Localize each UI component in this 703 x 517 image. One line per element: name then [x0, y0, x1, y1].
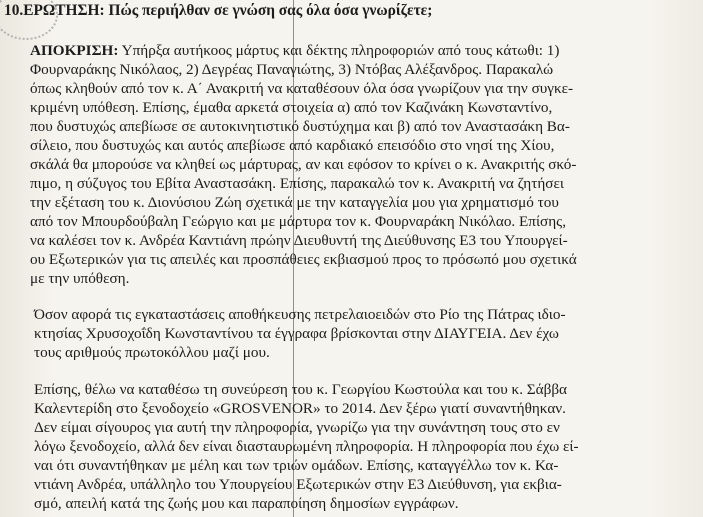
- answer-label: ΑΠΟΚΡΙΣΗ:: [30, 42, 119, 59]
- paragraph2-line: Όσον αφορά τις εγκαταστάσεις αποθήκευσης πετρελαιοειδών στο Ρίο της Πάτρας ιδιο-: [34, 306, 566, 323]
- answer-line: να καλέσει τον κ. Ανδρέα Καντιάνη πρώην Διευθυντή της Διεύθυνσης Ε3 του Υπουργεί-: [30, 232, 568, 249]
- answer-line: κριμένη υπόθεση. Επίσης, έμαθα αρκετά στοιχεία α) από τον Καζινάκη Κωνσταντίνο,: [30, 99, 553, 116]
- answer-line: όπως κληθούν από τον κ. Α΄ Ανακριτή να καταθέσουν όλα όσα γνωρίζουν για την συγκε-: [30, 80, 574, 97]
- question-label: 10.ΕΡΩΤΗΣΗ:: [4, 2, 105, 19]
- paragraph2-line: κτησίας Χρυσοχοΐδη Κωνσταντίνου τα έγγραφα βρίσκονται στην ΔΙΑΥΓΕΙΑ. Δεν έχω: [34, 325, 559, 342]
- paragraph2-line: τους αριθμούς πρωτοκόλλου μαζί μου.: [34, 344, 270, 361]
- question-line: [4, 2, 432, 20]
- paragraph3-line: Δεν είμαι σίγουρος για αυτή την πληροφορία, γνωρίζω για την συνάντηση τους στο εν: [34, 419, 560, 436]
- answer-line: την εξέταση του κ. Διονύσιου Ζώη σχετικά με την καταγγελία μου για χρηματισμό του: [30, 194, 559, 211]
- paragraph3-line: Καλεντερίδη στο ξενοδοχείο «GROSVENOR» το 2014. Δεν ξέρω γιατί συναντήθηκαν.: [34, 400, 566, 417]
- answer-first-line-text: Υπήρξα αυτήκοος μάρτυς και δέκτης πληροφοριών από τους κάτωθι: 1): [121, 42, 560, 59]
- paragraph3-line: λόγω ξενοδοχείο, αλλά δεν είναι διασταυρωμένη πληροφορία. Η πληροφορία που έχω εί-: [34, 438, 579, 455]
- answer-first-line: [30, 42, 559, 60]
- paragraph3-line: Επίσης, θέλω να καταθέσω τη συνεύρεση του κ. Γεωργίου Κωστούλα και του κ. Σάββα: [34, 381, 568, 398]
- paragraph3-line: σμό, απειλή κατά της ζωής μου και παραποίηση δημοσίων εγγράφων.: [34, 495, 459, 512]
- answer-line: ου Εξωτερικών για τις απειλές και προσπάθειες εκβιασμού προς το πρόσωπό μου σχετικά: [30, 251, 577, 268]
- answer-line: πιμο, η σύζυγος του Εβίτα Αναστασάκη. Επίσης, παρακαλώ τον κ. Ανακριτή να ζητήσει: [30, 175, 564, 192]
- question-text: Πώς περιήλθαν σε γνώση σας όλα όσα γνωρίζετε;: [108, 2, 433, 19]
- paragraph3-line: ναι ότι συναντήθηκαν με μέλη και των τριών ομάδων. Επίσης, καταγγέλλω τον κ. Κα-: [34, 457, 559, 474]
- answer-line: σκάλά θα μπορούσε να κληθεί ως μάρτυρας, αν και εφόσον το κρίνει ο κ. Ανακριτής σκό-: [30, 156, 577, 173]
- answer-line: σίλειο, που δυστυχώς και αυτός απεβίωσε από καρδιακό επεισόδιο στο νησί της Χίου,: [30, 137, 555, 154]
- answer-line: με την υπόθεση.: [30, 270, 130, 287]
- answer-line: που δυστυχώς απεβίωσε σε αυτοκινητιστικό δυστύχημα και β) από τον Αναστασάκη Βα-: [30, 118, 570, 135]
- paragraph3-line: ντιάνη Ανδρέα, υπάλληλο του Υπουργείου Εξωτερικών στην Ε3 Διεύθυνση, για εκβια-: [34, 476, 562, 493]
- answer-line: από τον Μπουρδούβαλη Γεώργιο και με μάρτυρα τον κ. Φουρναράκη Νικόλαο. Επίσης,: [30, 213, 566, 230]
- answer-line: Φουρναράκης Νικόλαος, 2) Δεγρέας Παναγιώτης, 3) Ντόβας Αλέξανδρος. Παρακαλώ: [30, 61, 554, 78]
